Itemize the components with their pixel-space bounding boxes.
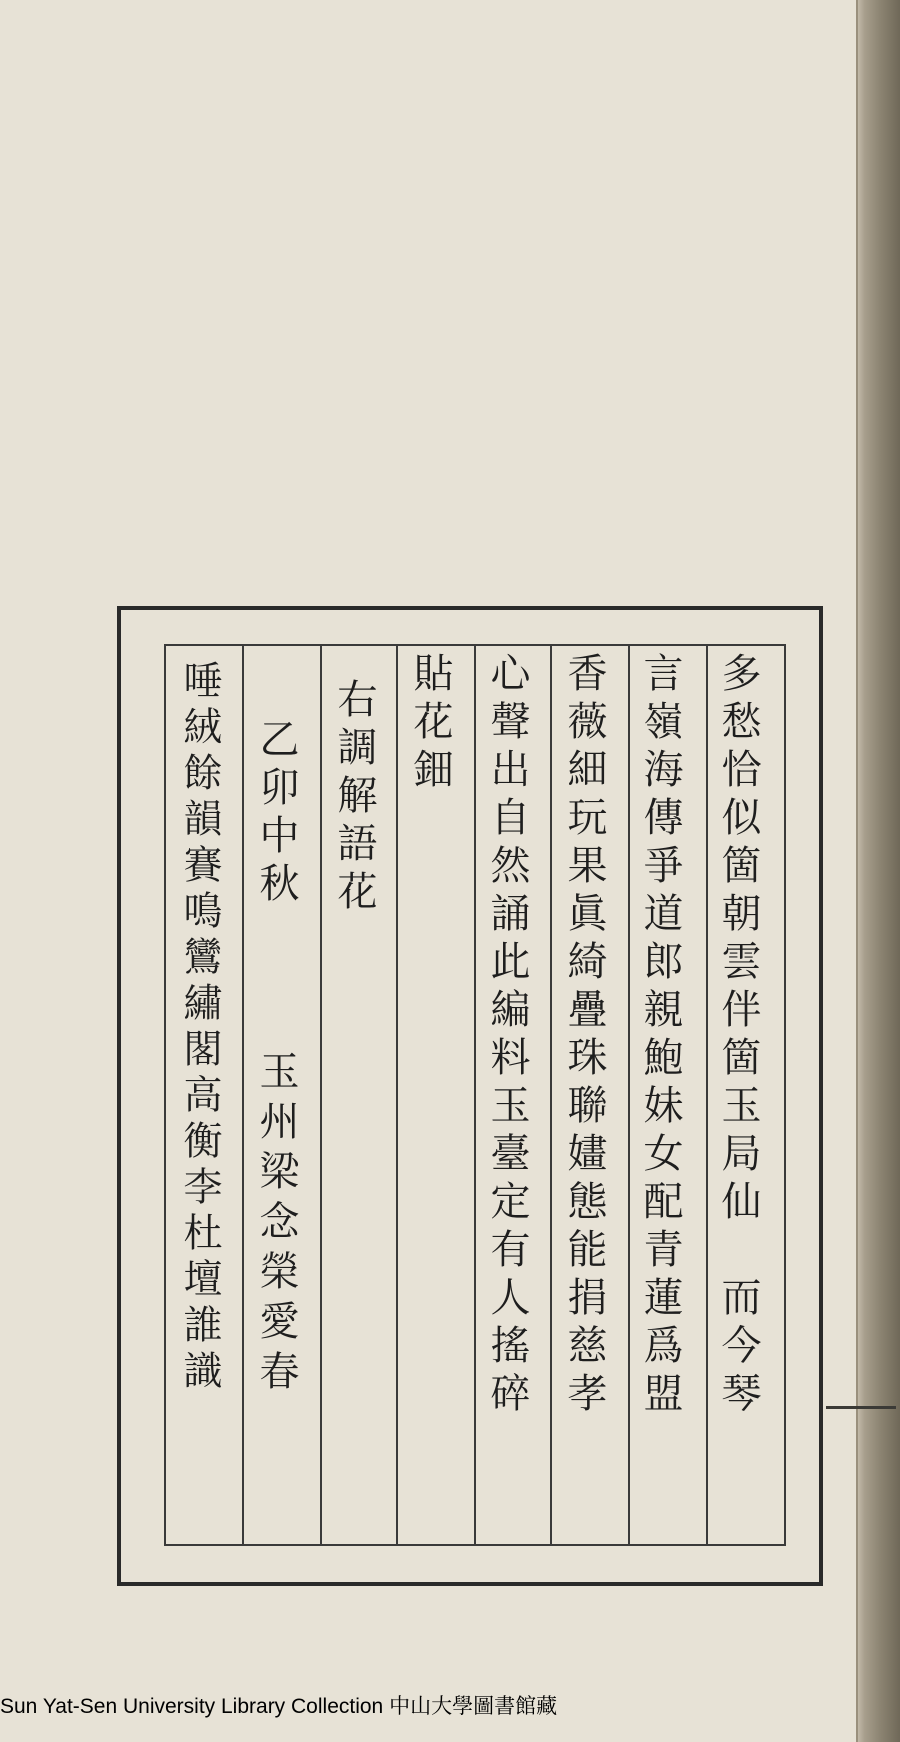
column-rule: [628, 644, 630, 1546]
date-line: 乙卯中秋: [253, 718, 299, 910]
author-signature: 玉州梁念榮愛春: [253, 1050, 299, 1400]
library-collection-caption: Sun Yat-Sen University Library Collection 中山大學圖書館藏: [0, 1695, 558, 1718]
column-rule: [706, 644, 708, 1546]
column-rule: [396, 644, 398, 1546]
text-column-3: 香薇細玩果眞綺疊珠聯嫿態能捐慈孝: [561, 652, 607, 1420]
text-column-1: 多愁恰似箇朝雲伴箇玉局仙 而今琴: [715, 652, 761, 1420]
book-spine-edge: [856, 0, 900, 1742]
column-rule: [550, 644, 552, 1546]
text-column-9: 唾絨餘韻賽鳴鸞繡閣高衡李杜壇誰識: [177, 660, 222, 1396]
page-edge-line: [856, 0, 858, 1742]
text-column-4: 心聲出自然誦此編料玉臺定有人搖碎: [484, 652, 530, 1420]
column-rule: [474, 644, 476, 1546]
text-column-2: 言嶺海傳爭道郎親鮑妹女配青蓮爲盟: [637, 652, 683, 1420]
column-rule: [784, 644, 786, 1546]
text-column-5: 貼花鈿: [407, 652, 453, 796]
column-rule: [320, 644, 322, 1546]
tune-title: 右調解語花: [331, 678, 377, 918]
binding-thread: [826, 1406, 896, 1409]
column-rule: [242, 644, 244, 1546]
column-rule: [164, 644, 166, 1546]
